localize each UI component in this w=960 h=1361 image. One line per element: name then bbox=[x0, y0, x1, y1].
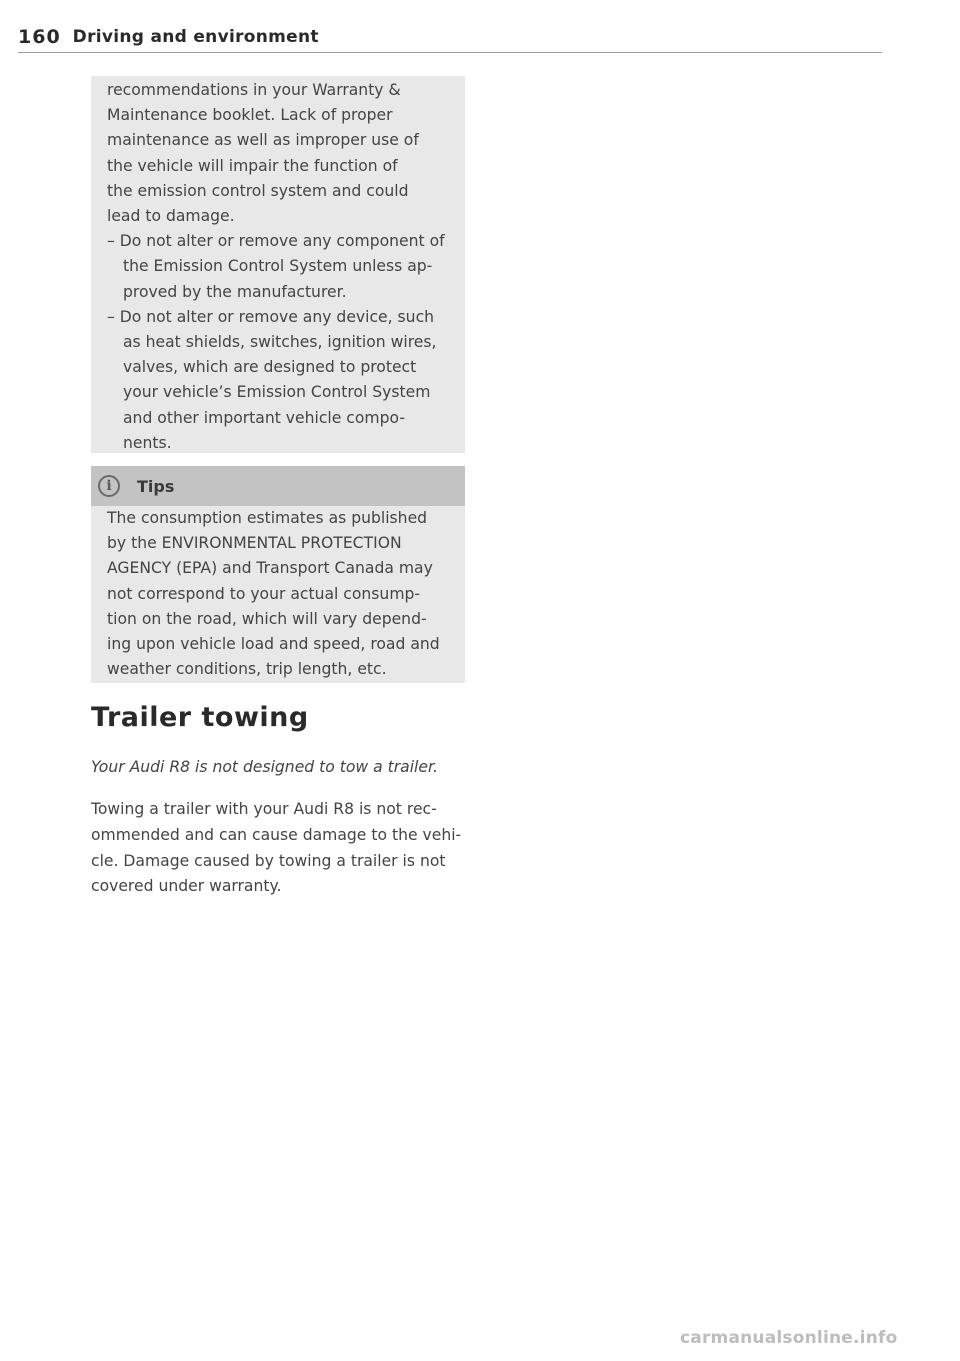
text-line: AGENCY (EPA) and Transport Canada may bbox=[107, 559, 433, 578]
text-line: weather conditions, trip length, etc. bbox=[107, 660, 387, 679]
trailer-towing-body bbox=[91, 797, 471, 900]
text-line: valves, which are designed to protect bbox=[123, 358, 417, 377]
text-line: lead to damage. bbox=[107, 207, 235, 226]
text-line: not correspond to your actual consump- bbox=[107, 584, 421, 603]
tips-header bbox=[91, 466, 465, 506]
warning-box bbox=[91, 76, 465, 453]
tips-body bbox=[91, 506, 465, 683]
text-line: the emission control system and could bbox=[107, 181, 409, 200]
text-line: – Do not alter or remove any device, such bbox=[107, 307, 435, 326]
text-line: as heat shields, switches, ignition wires, bbox=[123, 333, 437, 352]
text-line: and other important vehicle compo- bbox=[123, 408, 405, 427]
text-line: The consumption estimates as published bbox=[107, 509, 428, 527]
text-line: Towing a trailer with your Audi R8 is not rec- bbox=[91, 800, 437, 818]
warning-list-item bbox=[107, 305, 451, 456]
trailer-towing-intro: Your Audi R8 is not designed to tow a trailer. bbox=[91, 758, 438, 776]
warning-continuation bbox=[107, 78, 451, 229]
section-title: Driving and environment bbox=[72, 27, 319, 47]
text-line: the vehicle will impair the function of bbox=[107, 156, 398, 175]
site-watermark: carmanualsonline.info bbox=[680, 1328, 898, 1348]
text-line: by the ENVIRONMENTAL PROTECTION bbox=[107, 534, 402, 553]
info-icon: i bbox=[98, 475, 120, 497]
text-line: the Emission Control System unless ap- bbox=[123, 257, 433, 276]
text-line: tion on the road, which will vary depend- bbox=[107, 609, 427, 628]
page-number: 160 bbox=[18, 26, 61, 48]
tips-title: Tips bbox=[137, 476, 175, 496]
tips-text bbox=[107, 506, 453, 682]
text-line: maintenance as well as improper use of bbox=[107, 131, 419, 150]
text-line: nents. bbox=[123, 433, 172, 452]
text-line: proved by the manufacturer. bbox=[123, 282, 347, 301]
text-line: your vehicle’s Emission Control System bbox=[123, 383, 431, 402]
text-line: cle. Damage caused by towing a trailer is not bbox=[91, 851, 446, 870]
text-line: covered under warranty. bbox=[91, 877, 282, 896]
text-line: recommendations in your Warranty & bbox=[107, 81, 401, 99]
text-line: ing upon vehicle load and speed, road and bbox=[107, 635, 440, 654]
text-line: – Do not alter or remove any component of bbox=[107, 232, 445, 251]
page-header bbox=[18, 26, 882, 53]
trailer-towing-heading: Trailer towing bbox=[91, 702, 309, 733]
text-line: Maintenance booklet. Lack of proper bbox=[107, 106, 393, 125]
warning-list-item bbox=[107, 229, 451, 305]
text-line: ommended and can cause damage to the vehi- bbox=[91, 825, 462, 844]
